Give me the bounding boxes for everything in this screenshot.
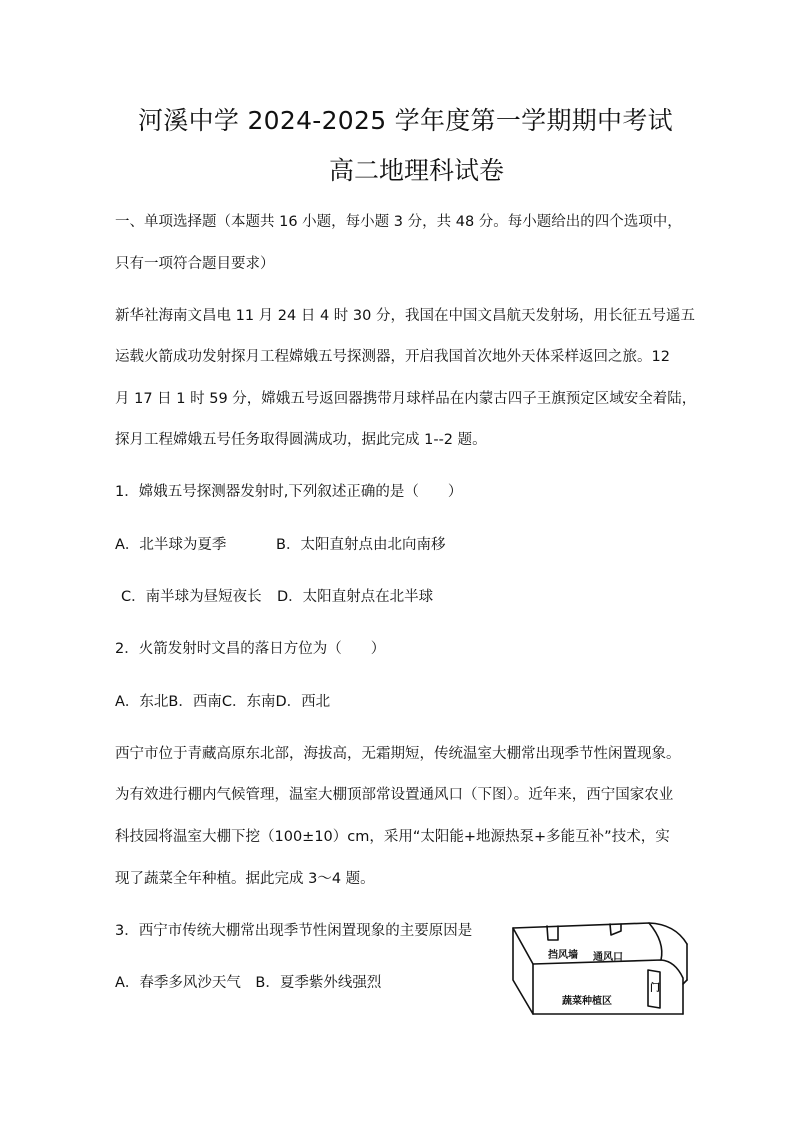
question-1-option-c: C．南半球为昼短夜长: [121, 589, 262, 605]
label-door: 门: [650, 983, 660, 994]
exam-title: 河溪中学 2024-2025 学年度第一学期期中考试: [138, 106, 673, 135]
label-windbreak-wall: 挡风墙: [548, 950, 578, 961]
label-vent: 通风口: [593, 952, 623, 963]
question-1-stem: 1．嫦娥五号探测器发射时,下列叙述正确的是（ ）: [115, 484, 463, 500]
passage2-line: 现了蔬菜全年种植。据此完成 3～4 题。: [115, 871, 375, 887]
section-heading-line1: 一、单项选择题（本题共 16 小题，每小题 3 分，共 48 分。每小题给出的四个选项中，: [115, 214, 682, 230]
question-1-option-b: B．太阳直射点由北向南移: [276, 537, 446, 553]
question-3-stem: 3．西宁市传统大棚常出现季节性闲置现象的主要原因是: [115, 923, 473, 939]
question-2-stem: 2．火箭发射时文昌的落日方位为（ ）: [115, 641, 386, 657]
label-planting-area: 蔬菜种植区: [562, 996, 612, 1007]
greenhouse-diagram: [507, 918, 697, 1023]
question-1-option-d: D．太阳直射点在北半球: [277, 589, 434, 605]
question-1-option-a: A．北半球为夏季: [115, 537, 227, 553]
passage1-line: 月 17 日 1 时 59 分，嫦娥五号返回器携带月球样品在内蒙古四子王旗预定区域安全着陆，: [115, 391, 697, 407]
exam-subtitle: 高二地理科试卷: [329, 156, 505, 185]
question-3-options: A．春季多风沙天气 B．夏季紫外线强烈: [115, 975, 382, 991]
question-2-options: A．东北B．西南C．东南D．西北: [115, 694, 331, 710]
passage2-line: 为有效进行棚内气候管理，温室大棚顶部常设置通风口（下图）。近年来，西宁国家农业: [115, 787, 674, 803]
passage1-line: 探月工程嫦娥五号任务取得圆满成功，据此完成 1--2 题。: [115, 432, 487, 448]
passage2-line: 西宁市位于青藏高原东北部，海拔高，无霜期短，传统温室大棚常出现季节性闲置现象。: [115, 746, 681, 762]
passage2-line: 科技园将温室大棚下挖（100±10）cm，采用“太阳能+地源热泵+多能互补”技术，实: [115, 829, 670, 845]
passage1-line: 新华社海南文昌电 11 月 24 日 4 时 30 分，我国在中国文昌航天发射场，用长征五号遥五: [115, 308, 695, 324]
section-heading-line2: 只有一项符合题目要求）: [115, 256, 275, 272]
passage1-line: 运载火箭成功发射探月工程嫦娥五号探测器，开启我国首次地外天体采样返回之旅。12: [115, 349, 670, 365]
